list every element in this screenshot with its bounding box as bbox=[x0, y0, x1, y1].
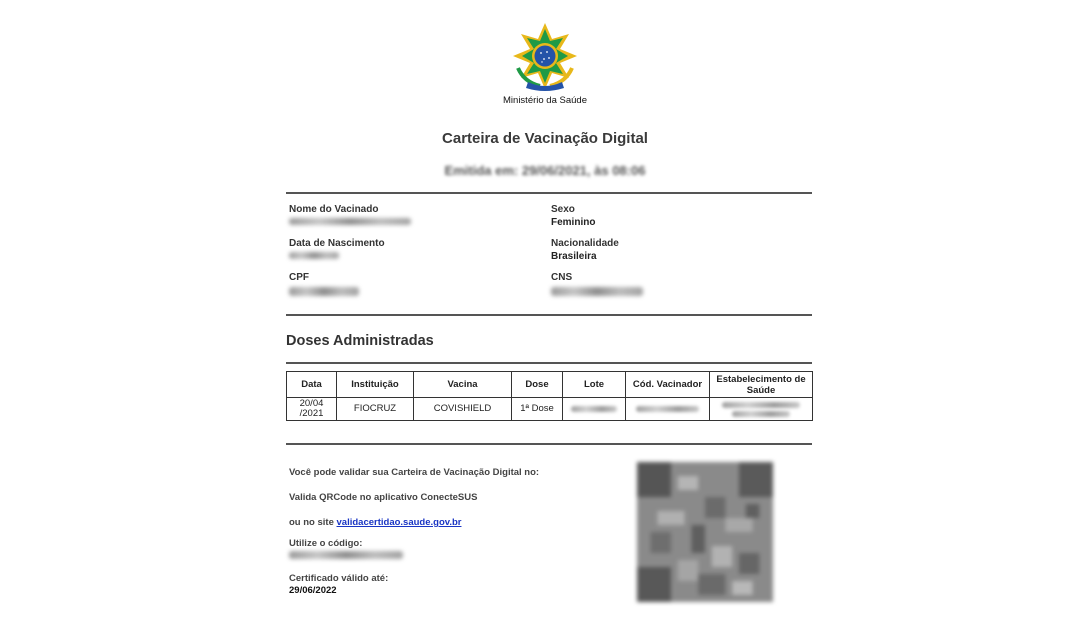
validation-qrcode-text: Valida QRCode no aplicativo ConecteSUS bbox=[289, 492, 478, 503]
nationality-value: Brasileira bbox=[551, 251, 597, 262]
column-header: Lote bbox=[563, 372, 626, 398]
divider bbox=[286, 362, 812, 364]
issued-date: Emitida em: 29/06/2021, às 08:06 bbox=[444, 163, 646, 178]
doses-table bbox=[286, 371, 813, 421]
cns-label: CNS bbox=[551, 272, 573, 283]
birth-label: Data de Nascimento bbox=[289, 238, 385, 249]
cpf-label: CPF bbox=[289, 272, 309, 283]
dose-lot-redacted bbox=[563, 398, 626, 421]
code-value-redacted bbox=[289, 551, 403, 559]
dose-number: 1ª Dose bbox=[512, 398, 563, 421]
site-prefix: ou no site bbox=[289, 517, 334, 528]
valid-until-label: Certificado válido até: bbox=[289, 573, 389, 584]
dose-vaccine: COVISHIELD bbox=[414, 398, 512, 421]
valid-until-value: 29/06/2022 bbox=[289, 585, 337, 596]
column-header: Vacina bbox=[414, 372, 512, 398]
divider bbox=[286, 314, 812, 316]
divider bbox=[286, 192, 812, 194]
dose-institution: FIOCRUZ bbox=[337, 398, 414, 421]
column-header: Cód. Vacinador bbox=[626, 372, 710, 398]
sex-value: Feminino bbox=[551, 217, 596, 228]
column-header: Dose bbox=[512, 372, 563, 398]
dose-vaccinator-redacted bbox=[626, 398, 710, 421]
validation-site-line bbox=[289, 517, 461, 528]
code-label: Utilize o código: bbox=[289, 538, 363, 549]
column-header: Data bbox=[287, 372, 337, 398]
column-header: Estabelecimento de Saúde bbox=[710, 372, 813, 398]
cpf-value-redacted bbox=[289, 287, 359, 296]
column-header: Instituição bbox=[337, 372, 414, 398]
ministry-name: Ministério da Saúde bbox=[503, 95, 587, 106]
validation-site-link[interactable]: validacertidao.saude.gov.br bbox=[336, 517, 462, 528]
validation-intro: Você pode validar sua Carteira de Vacinação Digital no: bbox=[289, 467, 540, 478]
table-header-row bbox=[287, 372, 813, 398]
divider bbox=[286, 443, 812, 445]
nationality-label: Nacionalidade bbox=[551, 238, 619, 249]
name-value-redacted bbox=[289, 218, 411, 225]
birth-value-redacted bbox=[289, 252, 339, 259]
name-label: Nome do Vacinado bbox=[289, 204, 379, 215]
dose-date: 20/04 /2021 bbox=[287, 398, 337, 421]
coat-of-arms-icon bbox=[510, 22, 580, 92]
table-row bbox=[287, 398, 813, 421]
doses-section-title: Doses Administradas bbox=[286, 333, 434, 349]
cns-value-redacted bbox=[551, 287, 643, 296]
sex-label: Sexo bbox=[551, 204, 575, 215]
dose-establishment-redacted bbox=[710, 398, 813, 421]
qr-code-image bbox=[637, 462, 773, 602]
document-title: Carteira de Vacinação Digital bbox=[442, 130, 648, 147]
